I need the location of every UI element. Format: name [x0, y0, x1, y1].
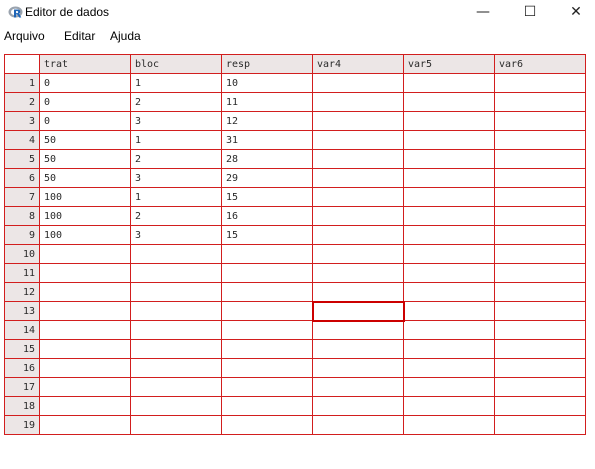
- title-bar: [0, 0, 595, 26]
- data-cell[interactable]: [495, 321, 586, 340]
- data-cell[interactable]: [222, 416, 313, 435]
- table-row: [5, 112, 586, 131]
- maximize-button[interactable]: ☐: [523, 4, 537, 20]
- column-header-resp[interactable]: resp: [222, 55, 313, 74]
- table-row: [5, 359, 586, 378]
- data-cell[interactable]: 3: [131, 226, 222, 245]
- data-cell[interactable]: [404, 359, 495, 378]
- data-cell[interactable]: 1: [131, 131, 222, 150]
- row-header[interactable]: 19: [5, 416, 40, 435]
- data-cell[interactable]: [313, 93, 404, 112]
- data-cell[interactable]: [495, 150, 586, 169]
- data-cell[interactable]: 0: [40, 74, 131, 93]
- data-cell[interactable]: [404, 245, 495, 264]
- data-cell[interactable]: 16: [222, 207, 313, 226]
- data-cell[interactable]: [495, 131, 586, 150]
- row-header[interactable]: 12: [5, 283, 40, 302]
- data-cell[interactable]: 50: [40, 169, 131, 188]
- table-row: [5, 245, 586, 264]
- data-cell[interactable]: [40, 359, 131, 378]
- data-cell[interactable]: [222, 321, 313, 340]
- table-row: [5, 378, 586, 397]
- data-cell[interactable]: [495, 245, 586, 264]
- data-cell[interactable]: [313, 321, 404, 340]
- data-cell[interactable]: [222, 359, 313, 378]
- data-cell[interactable]: [495, 207, 586, 226]
- data-cell[interactable]: [404, 169, 495, 188]
- table-row: [5, 397, 586, 416]
- column-header-var4[interactable]: var4: [313, 55, 404, 74]
- data-cell[interactable]: [404, 264, 495, 283]
- column-header-trat[interactable]: trat: [40, 55, 131, 74]
- data-cell[interactable]: 31: [222, 131, 313, 150]
- data-cell[interactable]: [40, 321, 131, 340]
- table-row: [5, 131, 586, 150]
- data-cell[interactable]: [404, 283, 495, 302]
- data-cell[interactable]: [40, 302, 131, 321]
- data-cell[interactable]: [495, 112, 586, 131]
- data-grid: [4, 54, 586, 435]
- data-cell[interactable]: [313, 131, 404, 150]
- data-cell[interactable]: 11: [222, 93, 313, 112]
- data-cell[interactable]: 2: [131, 150, 222, 169]
- table-row: [5, 74, 586, 93]
- data-cell[interactable]: [222, 264, 313, 283]
- table-row: [5, 169, 586, 188]
- close-button[interactable]: ✕: [570, 4, 582, 20]
- data-cell[interactable]: [131, 283, 222, 302]
- data-cell[interactable]: [404, 131, 495, 150]
- data-cell[interactable]: 50: [40, 131, 131, 150]
- data-cell[interactable]: [404, 397, 495, 416]
- table-row: [5, 150, 586, 169]
- data-cell[interactable]: [495, 188, 586, 207]
- data-cell[interactable]: 3: [131, 112, 222, 131]
- data-cell[interactable]: [404, 207, 495, 226]
- data-cell[interactable]: 100: [40, 188, 131, 207]
- data-cell[interactable]: 28: [222, 150, 313, 169]
- row-header[interactable]: 7: [5, 188, 40, 207]
- data-cell[interactable]: 3: [131, 169, 222, 188]
- data-cell[interactable]: [313, 74, 404, 93]
- row-header[interactable]: 17: [5, 378, 40, 397]
- data-cell[interactable]: [131, 359, 222, 378]
- data-cell[interactable]: 1: [131, 188, 222, 207]
- table-row: [5, 340, 586, 359]
- data-cell[interactable]: [40, 264, 131, 283]
- data-cell[interactable]: [495, 283, 586, 302]
- table-row: [5, 283, 586, 302]
- data-cell[interactable]: [131, 245, 222, 264]
- data-cell[interactable]: [313, 359, 404, 378]
- data-cell[interactable]: [222, 378, 313, 397]
- data-cell[interactable]: 0: [40, 93, 131, 112]
- data-cell[interactable]: [495, 226, 586, 245]
- data-cell[interactable]: [222, 302, 313, 321]
- data-cell[interactable]: [404, 188, 495, 207]
- data-cell[interactable]: [131, 397, 222, 416]
- table-row: [5, 264, 586, 283]
- column-header-row: [5, 55, 586, 74]
- row-header[interactable]: 2: [5, 93, 40, 112]
- data-cell[interactable]: [313, 188, 404, 207]
- data-cell[interactable]: 15: [222, 226, 313, 245]
- data-cell[interactable]: [40, 340, 131, 359]
- corner-cell: [5, 55, 40, 74]
- data-cell[interactable]: [495, 416, 586, 435]
- data-cell[interactable]: [313, 150, 404, 169]
- row-header[interactable]: 15: [5, 340, 40, 359]
- row-header[interactable]: 13: [5, 302, 40, 321]
- data-cell[interactable]: [131, 321, 222, 340]
- data-cell[interactable]: [222, 340, 313, 359]
- data-cell[interactable]: [404, 226, 495, 245]
- data-cell[interactable]: [404, 150, 495, 169]
- data-cell[interactable]: [404, 416, 495, 435]
- menu-editar[interactable]: Editar: [64, 29, 96, 43]
- data-cell[interactable]: [495, 93, 586, 112]
- data-cell[interactable]: [131, 264, 222, 283]
- data-cell[interactable]: [495, 378, 586, 397]
- data-cell[interactable]: [404, 378, 495, 397]
- data-cell[interactable]: [313, 226, 404, 245]
- table-row: [5, 321, 586, 340]
- row-header[interactable]: 5: [5, 150, 40, 169]
- row-header[interactable]: 18: [5, 397, 40, 416]
- svg-text:R: R: [13, 7, 22, 19]
- data-cell[interactable]: [131, 302, 222, 321]
- data-cell[interactable]: [404, 340, 495, 359]
- table-row: [5, 188, 586, 207]
- table-row: [5, 207, 586, 226]
- row-header[interactable]: 9: [5, 226, 40, 245]
- data-cell[interactable]: [222, 397, 313, 416]
- row-header[interactable]: 11: [5, 264, 40, 283]
- data-cell[interactable]: [404, 112, 495, 131]
- data-cell[interactable]: 12: [222, 112, 313, 131]
- data-cell[interactable]: 100: [40, 226, 131, 245]
- row-header[interactable]: 16: [5, 359, 40, 378]
- data-cell[interactable]: 0: [40, 112, 131, 131]
- data-cell[interactable]: [313, 264, 404, 283]
- data-cell[interactable]: [495, 74, 586, 93]
- table-row: [5, 93, 586, 112]
- data-cell[interactable]: [313, 207, 404, 226]
- data-cell[interactable]: [404, 74, 495, 93]
- data-cell[interactable]: [313, 245, 404, 264]
- data-cell[interactable]: 100: [40, 207, 131, 226]
- row-header[interactable]: 1: [5, 74, 40, 93]
- row-header[interactable]: 4: [5, 131, 40, 150]
- data-cell[interactable]: [313, 283, 404, 302]
- data-cell[interactable]: [131, 340, 222, 359]
- data-cell[interactable]: 2: [131, 93, 222, 112]
- data-cell[interactable]: [40, 378, 131, 397]
- data-cell[interactable]: [222, 283, 313, 302]
- data-cell[interactable]: [404, 93, 495, 112]
- data-cell[interactable]: [495, 169, 586, 188]
- data-cell[interactable]: [131, 416, 222, 435]
- table-row: [5, 226, 586, 245]
- column-header-bloc[interactable]: bloc: [131, 55, 222, 74]
- column-header-var5[interactable]: var5: [404, 55, 495, 74]
- row-header[interactable]: 14: [5, 321, 40, 340]
- column-header-var6[interactable]: var6: [495, 55, 586, 74]
- data-cell[interactable]: [495, 264, 586, 283]
- menu-bar: [0, 26, 595, 46]
- window-title: Editor de dados: [25, 5, 110, 19]
- data-cell[interactable]: [404, 302, 495, 321]
- data-cell[interactable]: 29: [222, 169, 313, 188]
- data-cell[interactable]: [313, 416, 404, 435]
- menu-ajuda[interactable]: Ajuda: [110, 29, 141, 43]
- data-cell[interactable]: 2: [131, 207, 222, 226]
- minimize-button[interactable]: —: [476, 4, 490, 20]
- data-cell[interactable]: 10: [222, 74, 313, 93]
- table-row: [5, 302, 586, 321]
- data-cell[interactable]: [40, 416, 131, 435]
- data-cell[interactable]: [313, 378, 404, 397]
- data-cell[interactable]: [313, 112, 404, 131]
- r-logo-icon: [8, 5, 23, 19]
- data-cell[interactable]: [40, 283, 131, 302]
- table-row: [5, 416, 586, 435]
- data-cell[interactable]: [495, 340, 586, 359]
- data-cell[interactable]: [495, 302, 586, 321]
- data-cell[interactable]: 15: [222, 188, 313, 207]
- data-cell[interactable]: [313, 397, 404, 416]
- row-header[interactable]: 10: [5, 245, 40, 264]
- data-cell[interactable]: [313, 340, 404, 359]
- selected-cell[interactable]: [313, 302, 404, 321]
- data-cell[interactable]: [495, 359, 586, 378]
- menu-arquivo[interactable]: Arquivo: [4, 29, 45, 43]
- data-cell[interactable]: [222, 245, 313, 264]
- row-header[interactable]: 3: [5, 112, 40, 131]
- row-header[interactable]: 6: [5, 169, 40, 188]
- data-cell[interactable]: 1: [131, 74, 222, 93]
- data-cell[interactable]: 50: [40, 150, 131, 169]
- data-cell[interactable]: [40, 397, 131, 416]
- data-cell[interactable]: [313, 169, 404, 188]
- data-cell[interactable]: [131, 378, 222, 397]
- data-cell[interactable]: [404, 321, 495, 340]
- data-cell[interactable]: [40, 245, 131, 264]
- data-cell[interactable]: [495, 397, 586, 416]
- row-header[interactable]: 8: [5, 207, 40, 226]
